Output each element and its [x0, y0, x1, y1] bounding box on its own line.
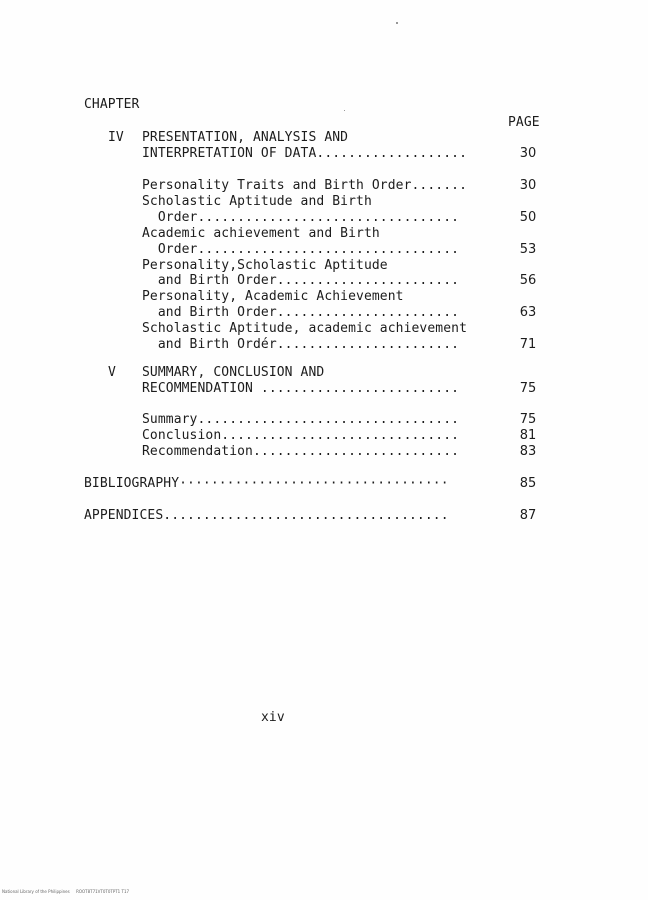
toc-entry: Personality,Scholastic Aptitude — [142, 258, 388, 273]
page-heading: PAGE — [508, 115, 540, 130]
toc-entry-page: 53 — [519, 242, 537, 257]
chapter-page-number: 75 — [519, 381, 537, 396]
scan-speck — [344, 110, 345, 111]
bibliography-entry: BIBLIOGRAPHY·································· — [84, 476, 449, 491]
chapter-heading: CHAPTER — [84, 97, 140, 112]
toc-entry: Academic achievement and Birth — [142, 226, 380, 241]
scan-footer: National Library of the Philippines ROOT8T71VT0T0TPT1 T17 — [2, 889, 130, 894]
toc-entry-page: 81 — [519, 428, 537, 443]
chapter-numeral: IV — [108, 130, 124, 145]
chapter-title-line2: INTERPRETATION OF DATA................... — [142, 146, 467, 161]
toc-entry-continuation: and Birth Order....................... — [142, 273, 460, 288]
bibliography-page: 85 — [519, 476, 537, 491]
page-number: xiv — [261, 710, 285, 725]
toc-entry-page: 71 — [519, 337, 537, 352]
toc-entry-continuation: Order................................. — [142, 242, 460, 257]
toc-entry-continuation: and Birth Order....................... — [142, 305, 460, 320]
chapter-title-line2: RECOMMENDATION ......................... — [142, 381, 460, 396]
toc-entry: Scholastic Aptitude, academic achievement — [142, 321, 467, 336]
chapter-title-line1: PRESENTATION, ANALYSIS AND — [142, 130, 349, 145]
toc-entry-page: 75 — [519, 412, 537, 427]
toc-entry-continuation: Order................................. — [142, 210, 460, 225]
toc-entry-page: 63 — [519, 305, 537, 320]
chapter-page-number: 30 — [519, 146, 537, 161]
toc-entry: Personality Traits and Birth Order....... — [142, 178, 467, 193]
toc-entry-page: 56 — [519, 273, 537, 288]
toc-entry-page: 50 — [519, 210, 537, 225]
chapter-title-line1: SUMMARY, CONCLUSION AND — [142, 365, 325, 380]
toc-entry-page: 30 — [519, 178, 537, 193]
appendices-entry: APPENDICES.................................... — [84, 508, 449, 523]
chapter-numeral: V — [108, 365, 116, 380]
toc-entry: Scholastic Aptitude and Birth — [142, 194, 372, 209]
toc-entry-page: 83 — [519, 444, 537, 459]
toc-entry: Recommendation.......................... — [142, 444, 460, 459]
appendices-page: 87 — [519, 508, 537, 523]
toc-entry-continuation: and Birth Ordér....................... — [142, 337, 460, 352]
scan-speck — [396, 22, 398, 24]
toc-entry: Summary................................. — [142, 412, 460, 427]
toc-entry: Personality, Academic Achievement — [142, 289, 404, 304]
toc-entry: Conclusion.............................. — [142, 428, 460, 443]
